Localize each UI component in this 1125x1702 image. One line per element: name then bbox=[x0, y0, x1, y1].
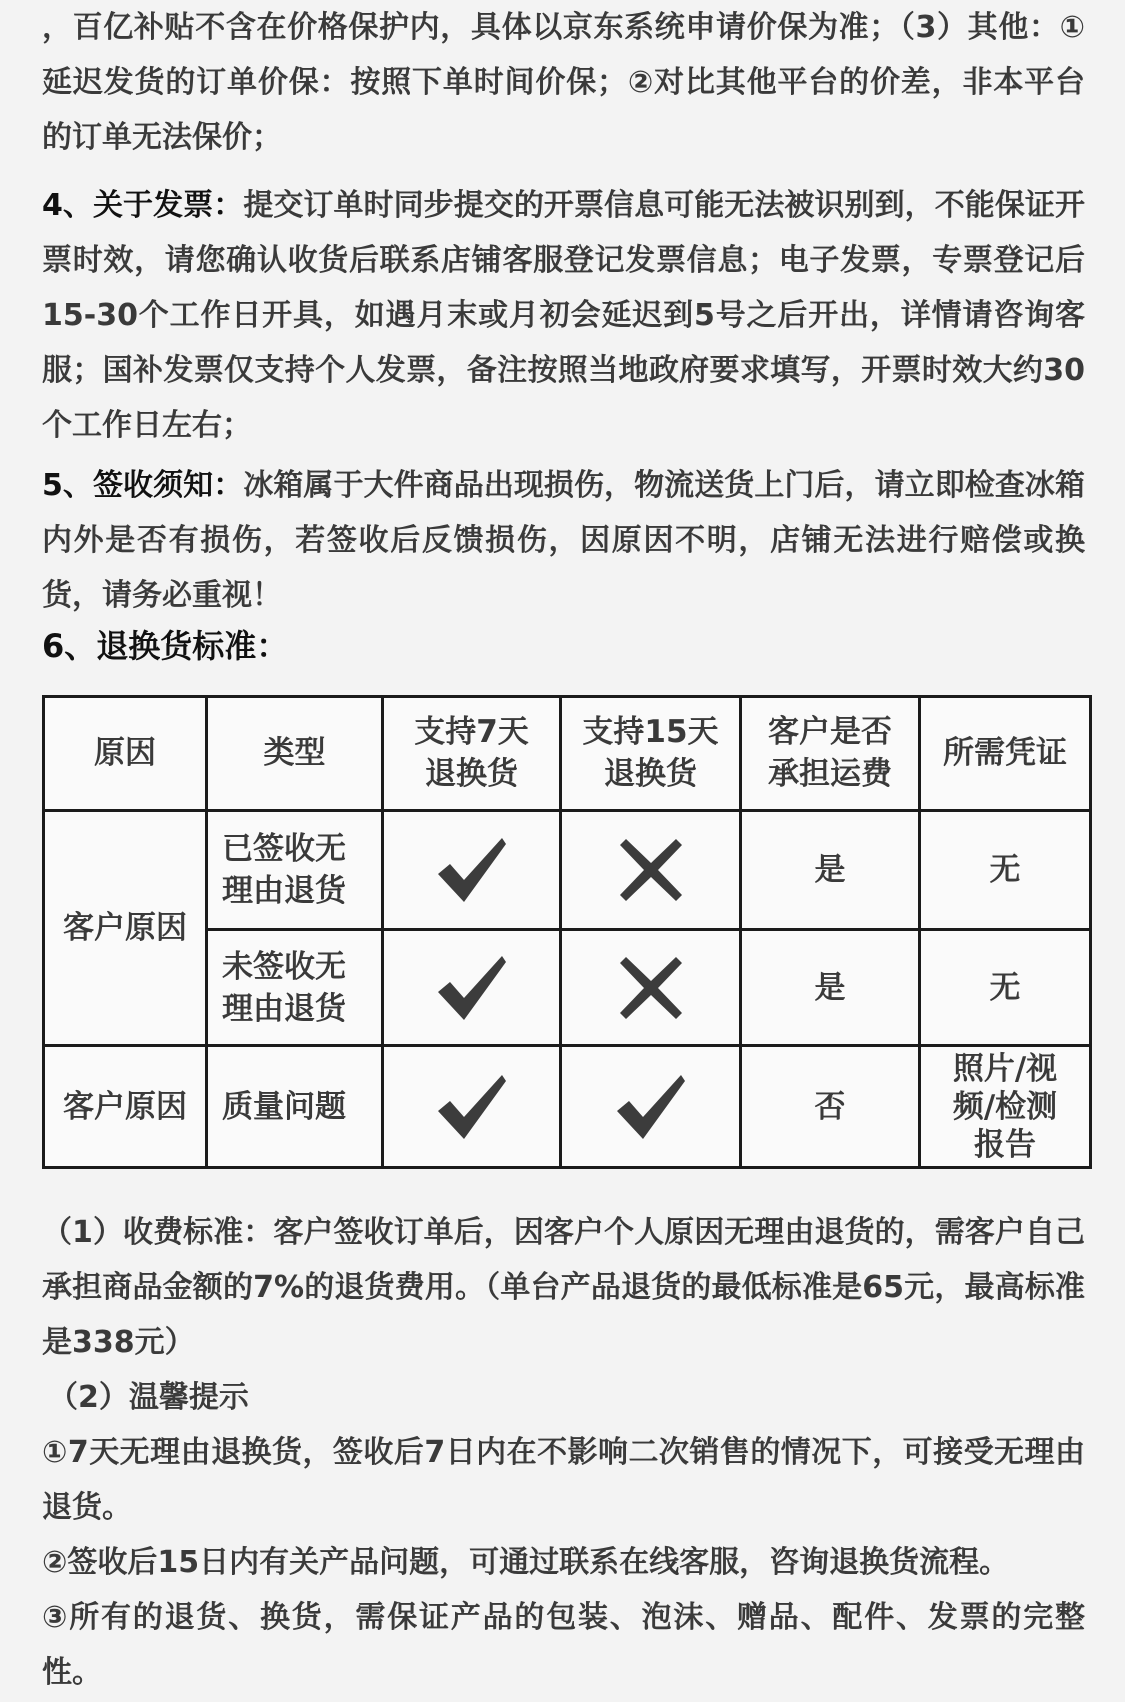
check-icon bbox=[434, 832, 510, 908]
table-row bbox=[44, 1046, 1091, 1168]
returns-heading: 6、退换货标准： bbox=[42, 627, 289, 665]
row-reason: 客户原因 bbox=[44, 810, 207, 1045]
receipt-body: 冰箱属于大件商品出现损伤，物流送货上门后，请立即检查冰箱内外是否有损伤，若签收后反馈损伤，因原因不明，店铺无法进行赔偿或换货，请务必重视！ bbox=[42, 468, 1085, 613]
row-15day-cell bbox=[561, 930, 741, 1046]
receipt-section bbox=[42, 458, 1085, 623]
tip-1: ①7天无理由退换货，签收后7日内在不影响二次销售的情况下，可接受无理由退货。 bbox=[42, 1435, 1085, 1525]
row-shipping: 否 bbox=[741, 1046, 920, 1168]
row-evidence: 无 bbox=[920, 930, 1091, 1046]
header-type: 类型 bbox=[207, 697, 383, 811]
returns-table bbox=[42, 695, 1092, 1169]
notes-section bbox=[42, 1205, 1085, 1700]
invoice-section bbox=[42, 178, 1085, 453]
invoice-title: 4、关于发票： bbox=[42, 188, 244, 223]
header-15day: 支持15天退换货 bbox=[561, 697, 741, 811]
row-15day-cell bbox=[561, 1046, 741, 1168]
row-type: 未签收无理由退货 bbox=[207, 930, 383, 1046]
invoice-body: 提交订单时同步提交的开票信息可能无法被识别到，不能保证开票时效，请您确认收货后联系店铺客服登记发票信息；电子发票，专票登记后15-30个工作日开具，如遇月末或月初会延迟到5号之后开出，详情请咨询客服；国补发票仅支持个人发票，备注按照当地政府要求填写，开票时效大约30个工作日左右； bbox=[42, 188, 1085, 443]
row-reason: 客户原因 bbox=[44, 1046, 207, 1168]
header-evidence: 所需凭证 bbox=[920, 697, 1091, 811]
check-icon bbox=[434, 1069, 510, 1145]
cross-icon bbox=[618, 955, 684, 1021]
header-shipping: 客户是否承担运费 bbox=[741, 697, 920, 811]
tip-2: ②签收后15日内有关产品问题，可通过联系在线客服，咨询退换货流程。 bbox=[42, 1545, 1010, 1580]
intro-text: ，百亿补贴不含在价格保护内，具体以京东系统申请价保为准；（3）其他：①延迟发货的订单价保：按照下单时间价保；②对比其他平台的价差，非本平台的订单无法保价； bbox=[42, 10, 1085, 155]
intro-paragraph bbox=[42, 0, 1085, 165]
row-7day-cell bbox=[383, 930, 561, 1046]
table-row bbox=[44, 810, 1091, 930]
row-type: 已签收无理由退货 bbox=[207, 810, 383, 930]
row-evidence: 照片/视频/检测报告 bbox=[920, 1046, 1091, 1168]
table-header-row bbox=[44, 697, 1091, 811]
tips-title: （2）温馨提示 bbox=[48, 1380, 249, 1415]
row-7day-cell bbox=[383, 810, 561, 930]
row-shipping: 是 bbox=[741, 810, 920, 930]
row-7day-cell bbox=[383, 1046, 561, 1168]
tip-3: ③所有的退货、换货，需保证产品的包装、泡沫、赠品、配件、发票的完整性。 bbox=[42, 1600, 1085, 1690]
check-icon bbox=[434, 950, 510, 1026]
cross-icon bbox=[618, 837, 684, 903]
receipt-title: 5、签收须知： bbox=[42, 468, 244, 503]
row-15day-cell bbox=[561, 810, 741, 930]
header-7day: 支持7天退换货 bbox=[383, 697, 561, 811]
row-evidence: 无 bbox=[920, 810, 1091, 930]
check-icon bbox=[613, 1069, 689, 1145]
fee-standard: （1）收费标准：客户签收订单后，因客户个人原因无理由退货的，需客户自己承担商品金额的7%的退货费用。（单台产品退货的最低标准是65元，最高标准是338元） bbox=[42, 1215, 1085, 1360]
row-type: 质量问题 bbox=[207, 1046, 383, 1168]
row-shipping: 是 bbox=[741, 930, 920, 1046]
invoice-paragraph bbox=[42, 178, 1085, 453]
header-reason: 原因 bbox=[44, 697, 207, 811]
receipt-paragraph bbox=[42, 458, 1085, 623]
